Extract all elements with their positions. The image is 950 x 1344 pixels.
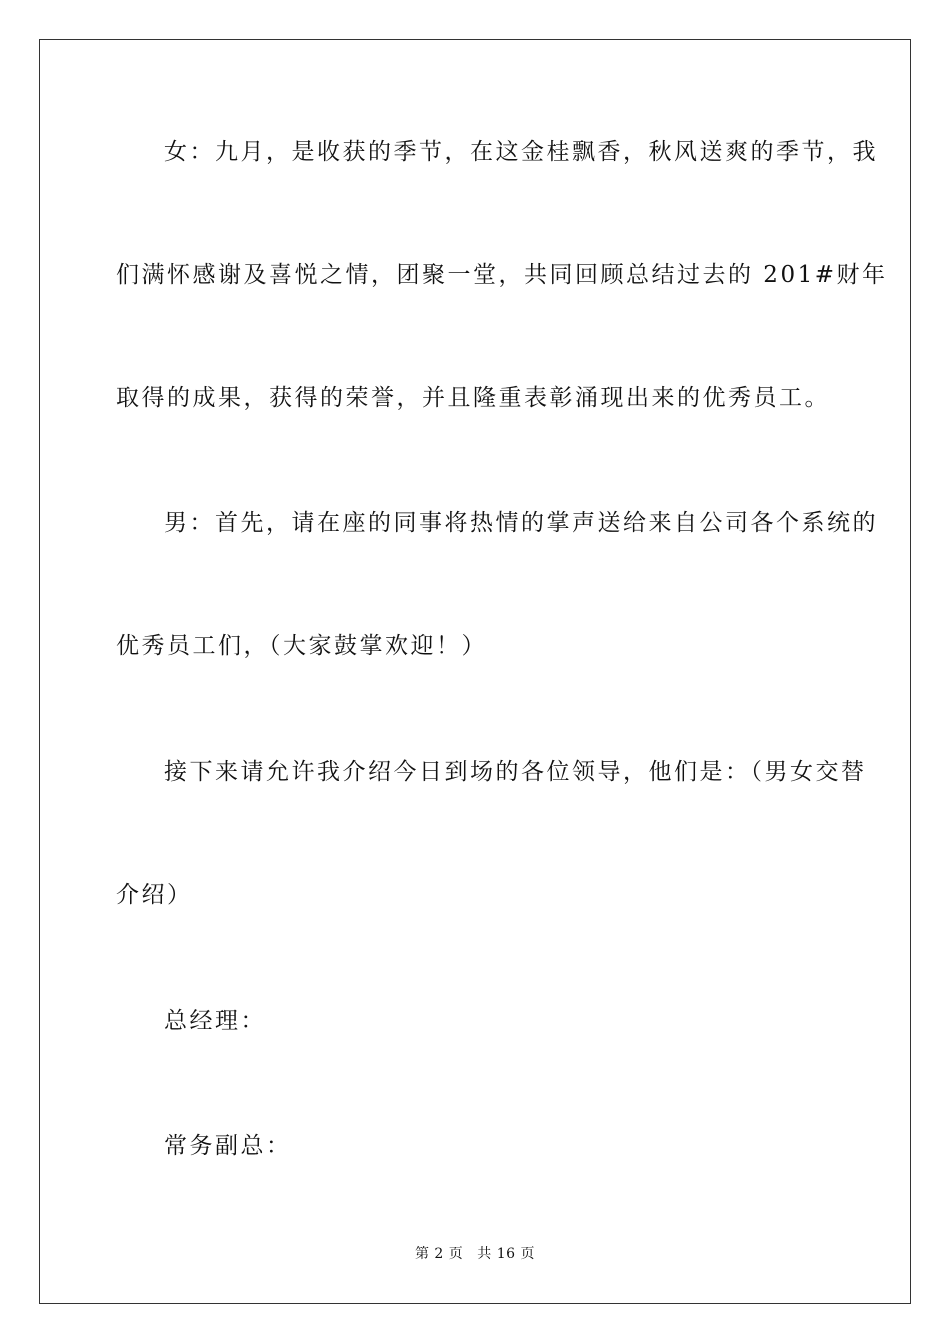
paragraph-line: 常务副总： bbox=[164, 1133, 292, 1159]
paragraph-line: 女：九月，是收获的季节，在这金桂飘香，秋风送爽的季节，我 bbox=[164, 139, 878, 165]
page-number: 第 2 页 bbox=[414, 1246, 464, 1262]
paragraph-line: 优秀员工们，（大家鼓掌欢迎！） bbox=[116, 633, 487, 659]
total-pages: 共 16 页 bbox=[477, 1246, 536, 1262]
page-border bbox=[39, 39, 911, 1304]
paragraph-line: 们满怀感谢及喜悦之情，团聚一堂，共同回顾总结过去的 201#财年 bbox=[116, 262, 888, 288]
paragraph-line: 介绍） bbox=[116, 882, 193, 908]
page-footer bbox=[0, 1244, 950, 1264]
paragraph-line: 男：首先，请在座的同事将热情的掌声送给来自公司各个系统的 bbox=[164, 510, 878, 536]
paragraph-line: 取得的成果，获得的荣誉，并且隆重表彰涌现出来的优秀员工。 bbox=[116, 385, 830, 411]
paragraph-line: 接下来请允许我介绍今日到场的各位领导，他们是：（男女交替 bbox=[164, 759, 867, 785]
paragraph-line: 总经理： bbox=[164, 1008, 266, 1034]
